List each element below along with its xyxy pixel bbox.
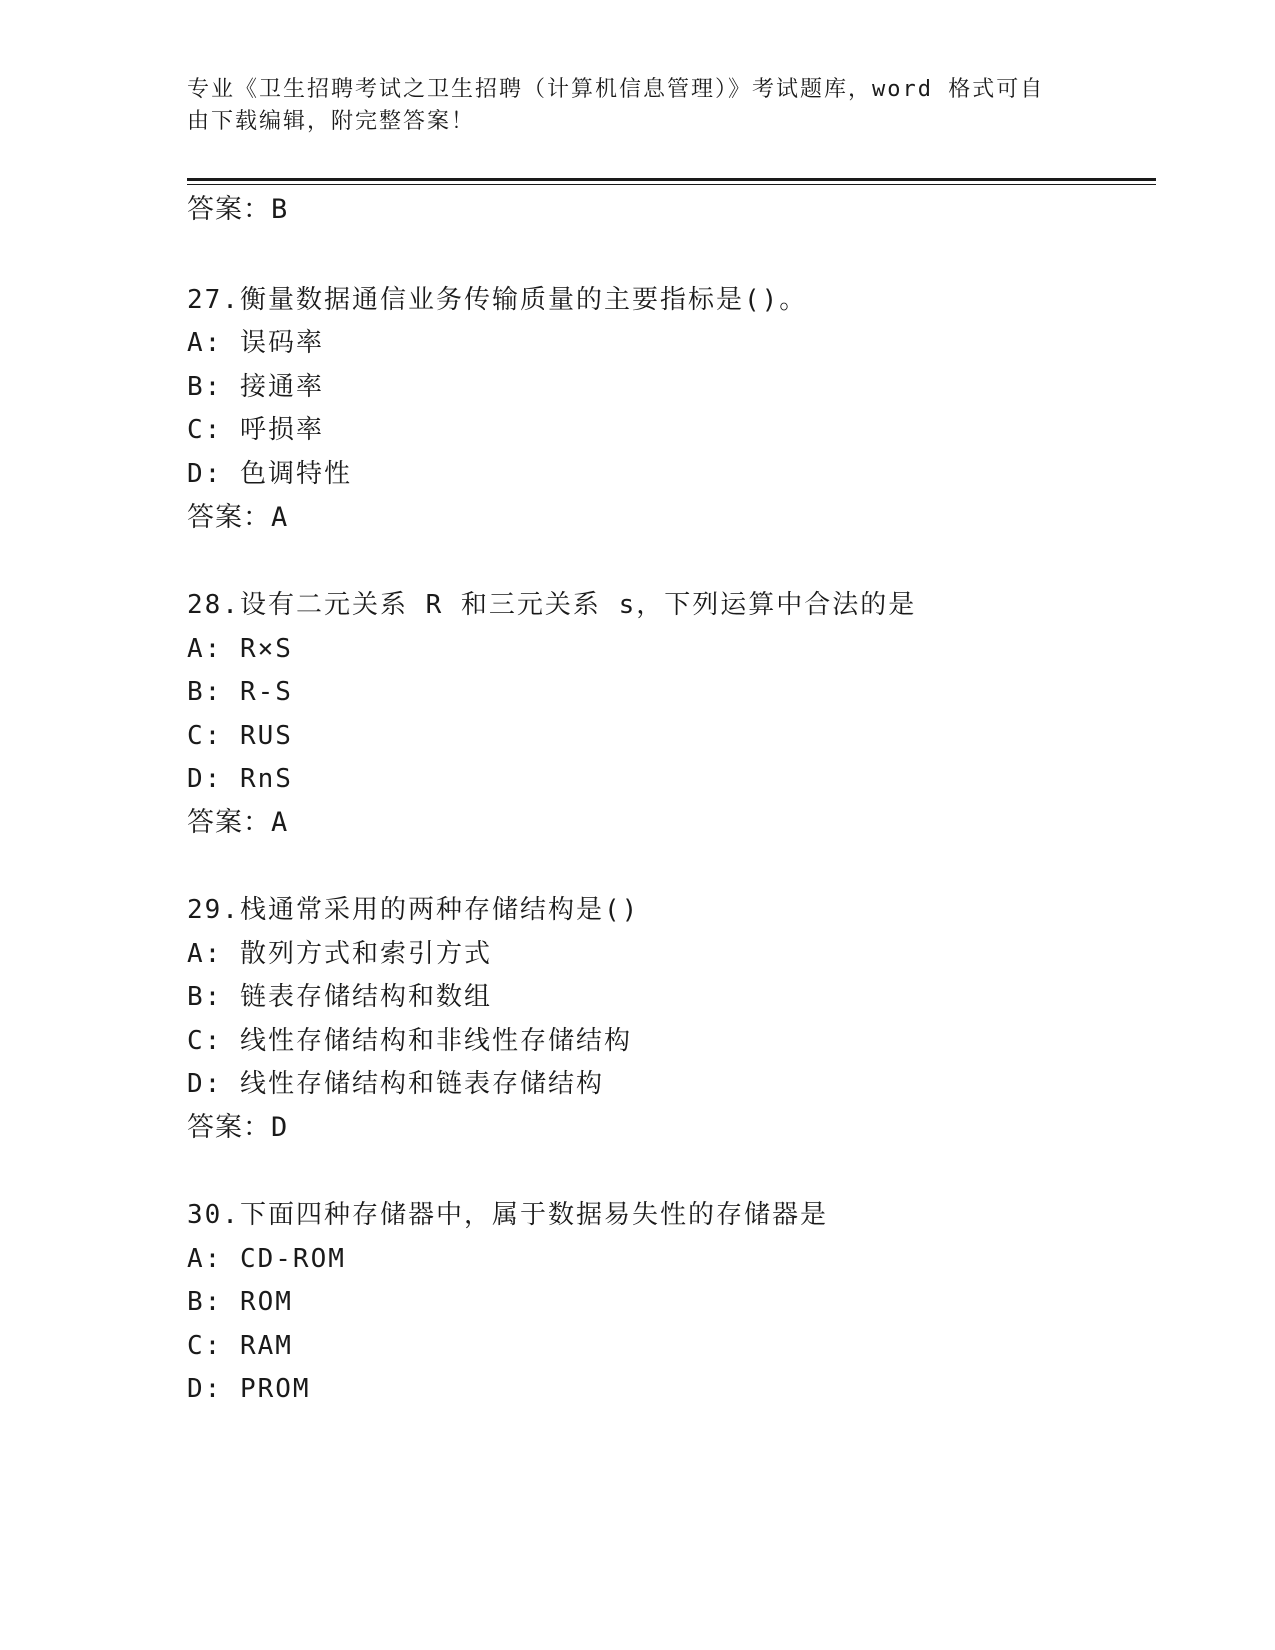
question-27-option-d: D: 色调特性 — [187, 459, 352, 489]
document-header — [187, 74, 1067, 138]
question-27-stem: 27.衡量数据通信业务传输质量的主要指标是()。 — [187, 285, 808, 315]
question-28-option-c: C: RUS — [187, 721, 293, 751]
header-divider-thick — [187, 178, 1156, 181]
answer-label: 答案： — [187, 502, 271, 533]
answer-label: 答案： — [187, 194, 271, 225]
header-line-1: 专业《卫生招聘考试之卫生招聘（计算机信息管理）》考试题库，word 格式可自 — [187, 77, 1045, 102]
question-27-answer — [187, 502, 288, 534]
answer-value: A — [271, 502, 289, 533]
question-27-option-a: A: 误码率 — [187, 328, 324, 358]
question-27-option-c: C: 呼损率 — [187, 415, 324, 445]
header-divider-thin — [187, 184, 1156, 185]
question-28-option-b: B: R-S — [187, 677, 293, 707]
previous-answer — [187, 194, 288, 226]
question-28-option-d: D: RnS — [187, 764, 293, 794]
header-line-2: 由下载编辑，附完整答案！ — [187, 109, 476, 134]
question-30-option-c: C: RAM — [187, 1331, 293, 1361]
answer-label: 答案： — [187, 1112, 271, 1143]
question-28-answer — [187, 807, 288, 839]
question-29-option-c: C: 线性存储结构和非线性存储结构 — [187, 1026, 632, 1056]
question-30-option-d: D: PROM — [187, 1374, 311, 1404]
question-28-stem: 28.设有二元关系 R 和三元关系 s，下列运算中合法的是 — [187, 590, 917, 620]
question-29-option-a: A: 散列方式和索引方式 — [187, 939, 492, 969]
question-30-option-b: B: ROM — [187, 1287, 293, 1317]
question-30-stem: 30.下面四种存储器中，属于数据易失性的存储器是 — [187, 1200, 828, 1230]
answer-value: A — [271, 807, 289, 838]
answer-value: B — [271, 194, 289, 225]
answer-value: D — [271, 1112, 289, 1143]
question-29-answer — [187, 1112, 288, 1144]
question-29-option-d: D: 线性存储结构和链表存储结构 — [187, 1069, 604, 1099]
question-29-option-b: B: 链表存储结构和数组 — [187, 982, 492, 1012]
question-30-option-a: A: CD-ROM — [187, 1244, 346, 1274]
question-27-option-b: B: 接通率 — [187, 372, 324, 402]
question-29-stem: 29.栈通常采用的两种存储结构是() — [187, 895, 640, 925]
answer-label: 答案： — [187, 807, 271, 838]
question-28-option-a: A: R×S — [187, 634, 293, 664]
